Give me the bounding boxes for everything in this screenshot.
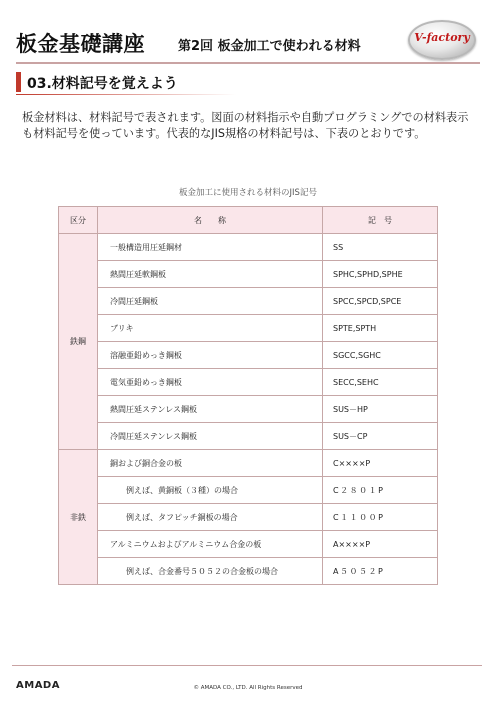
material-code: A５０５２P <box>323 558 438 585</box>
category-steel: 鉄鋼 <box>59 234 98 450</box>
material-code: A××××P <box>323 531 438 558</box>
material-name: アルミニウムおよびアルミニウム合金の板 <box>98 531 323 558</box>
section-underline <box>16 94 236 95</box>
material-name: 銅および銅合金の板 <box>98 450 323 477</box>
material-example-name: 例えば、タフピッチ銅板の場合 <box>98 504 323 531</box>
header-divider <box>16 62 480 64</box>
table-row <box>59 315 438 342</box>
section-marker <box>16 72 21 92</box>
table-row <box>59 531 438 558</box>
v-factory-logo <box>408 20 476 60</box>
table-row <box>59 342 438 369</box>
table-row <box>59 288 438 315</box>
amada-logo: AMADA <box>16 680 60 691</box>
intro-paragraph: 板金材料は、材料記号で表されます。図面の材料指示や自動プログラミングでの材料表示も材料記号を使っています。代表的なJIS規格の材料記号は、下表のとおりです。 <box>22 111 469 140</box>
material-example-name: 例えば、合金番号５０５２の合金板の場合 <box>98 558 323 585</box>
material-code: SS <box>323 234 438 261</box>
footer-divider <box>12 665 482 666</box>
table-row <box>59 558 438 585</box>
section-heading <box>16 72 316 94</box>
logo-text: V-factory <box>414 31 470 44</box>
material-code: C１１００P <box>323 504 438 531</box>
material-name: ブリキ <box>98 315 323 342</box>
material-name: 熱間圧延軟鋼板 <box>98 261 323 288</box>
table-row <box>59 477 438 504</box>
material-code: SUS－CP <box>323 423 438 450</box>
table-row <box>59 261 438 288</box>
material-name: 冷間圧延鋼板 <box>98 288 323 315</box>
table-header-row <box>59 207 438 234</box>
course-title: 板金基礎講座 <box>16 32 145 56</box>
section-title: 03.材料記号を覚えよう <box>27 76 178 92</box>
material-name: 溶融亜鉛めっき鋼板 <box>98 342 323 369</box>
material-name: 冷間圧延ステンレス鋼板 <box>98 423 323 450</box>
table-row <box>59 369 438 396</box>
header-code: 記 号 <box>323 207 438 234</box>
material-code: SECC,SEHC <box>323 369 438 396</box>
copyright-notice: © AMADA CO., LTD. All Rights Reserved <box>193 685 303 691</box>
jis-material-table <box>58 206 438 585</box>
material-example-name: 例えば、黄銅板（３種）の場合 <box>98 477 323 504</box>
table-row <box>59 396 438 423</box>
table-row <box>59 423 438 450</box>
table-caption: 板金加工に使用される材料のJIS記号 <box>179 188 317 198</box>
material-code: SGCC,SGHC <box>323 342 438 369</box>
material-name: 一般構造用圧延鋼材 <box>98 234 323 261</box>
material-name: 熱間圧延ステンレス鋼板 <box>98 396 323 423</box>
material-name: 電気亜鉛めっき鋼板 <box>98 369 323 396</box>
header-category: 区分 <box>59 207 98 234</box>
material-code: SPCC,SPCD,SPCE <box>323 288 438 315</box>
table-row <box>59 504 438 531</box>
table-row <box>59 450 438 477</box>
material-code: C××××P <box>323 450 438 477</box>
material-code: C２８０１P <box>323 477 438 504</box>
material-code: SPHC,SPHD,SPHE <box>323 261 438 288</box>
category-nonferrous: 非鉄 <box>59 450 98 585</box>
table-row <box>59 234 438 261</box>
header-name: 名 称 <box>98 207 323 234</box>
lesson-subtitle: 第2回 板金加工で使われる材料 <box>178 39 361 54</box>
material-code: SPTE,SPTH <box>323 315 438 342</box>
material-code: SUS－HP <box>323 396 438 423</box>
